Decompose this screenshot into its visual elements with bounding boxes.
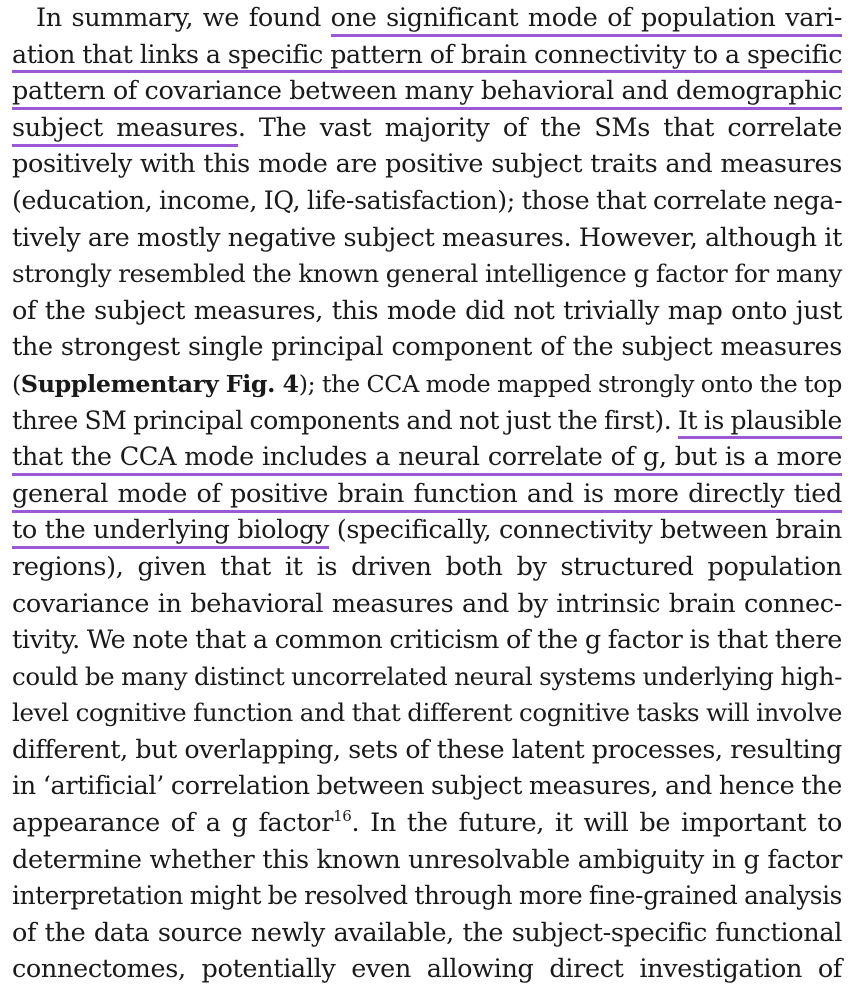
highlighted-text: to the underlying biology (12, 515, 329, 549)
text-span: different, but overlapping, sets of these latent processes, resulting (12, 734, 842, 764)
text-line (12, 366, 842, 403)
text-span: three SM principal components and not just the first). (12, 405, 678, 435)
text-line (12, 329, 842, 366)
text-span: (education, income, IQ, life-satisfaction); those that correlate nega- (12, 185, 843, 215)
figure-reference[interactable]: Supplementary Fig. 4 (20, 369, 299, 398)
paper-page (12, 0, 842, 988)
text-line (12, 842, 842, 879)
text-line (12, 915, 842, 952)
text-span: of the subject measures, this mode did not trivially map onto just (12, 295, 842, 326)
text-line (12, 586, 842, 623)
highlighted-text: It is plausible (678, 406, 842, 439)
text-span: connectomes, potentially even allowing direct investigation of (12, 954, 842, 985)
text-line (12, 659, 842, 696)
highlighted-text: pattern of covariance between many behavioral and demographic (12, 76, 842, 110)
text-span: could be many distinct uncorrelated neural systems underlying high- (12, 661, 842, 691)
text-line (12, 110, 842, 147)
text-line (12, 146, 842, 183)
text-span: interpretation might be resolved through more fine-grained analysis (12, 881, 842, 911)
highlighted-text: ation that links a specific pattern of brain connectivity to a specific (12, 40, 842, 73)
text-line (12, 293, 842, 330)
text-span: covariance in behavioral measures and by intrinsic brain connec- (12, 588, 842, 619)
text-line (12, 37, 842, 74)
text-span: appearance of a g factor (12, 808, 334, 839)
text-span: determine whether this known unresolvable ambiguity in g factor (12, 844, 842, 875)
text-line (12, 0, 842, 37)
text-span: . In the future, it will be important to (351, 808, 842, 839)
text-line (12, 732, 842, 769)
text-line (12, 951, 842, 988)
text-span: ); the CCA mode mapped strongly onto the top (298, 369, 843, 398)
body-paragraph (12, 0, 842, 988)
text-span: of the data source newly available, the subject-specific functional (12, 917, 842, 948)
citation-superscript[interactable]: 16 (333, 807, 352, 826)
text-line (12, 476, 842, 513)
text-line (12, 622, 842, 659)
text-span: positively with this mode are positive subject traits and measures (12, 149, 842, 180)
highlighted-text: that the CCA mode includes a neural correlate of g, but is a more (12, 442, 842, 476)
text-span: strongly resembled the known general intelligence g factor for many (12, 259, 842, 289)
highlighted-text: general mode of positive brain function and is more directly tied (12, 479, 842, 513)
text-line (12, 695, 842, 732)
text-line (12, 256, 842, 293)
text-line (12, 183, 842, 220)
text-span: In summary, we found (36, 3, 331, 33)
text-line (12, 403, 842, 440)
text-line (12, 512, 842, 549)
text-span: regions), given that it is driven both by structured population (12, 551, 842, 582)
text-line (12, 439, 842, 476)
text-span: tively are mostly negative subject measures. However, although it (12, 222, 842, 253)
text-span: ( (12, 369, 21, 398)
text-line (12, 220, 842, 257)
highlighted-text: subject measures (12, 113, 238, 147)
text-span: level cognitive function and that different cognitive tasks will involve (12, 698, 842, 728)
highlighted-text: one significant mode of population vari- (331, 3, 842, 37)
text-span: the strongest single principal component of the subject measures (12, 332, 842, 363)
text-line (12, 768, 842, 805)
text-span: . The vast majority of the SMs that correlate (237, 112, 842, 143)
text-span: in ‘artificial’ correlation between subject measures, and hence the (12, 771, 842, 802)
text-span: tivity. We note that a common criticism of the g factor is that there (12, 625, 842, 656)
text-span: (specifically, connectivity between brain (328, 515, 842, 546)
text-line (12, 878, 842, 915)
text-line (12, 549, 842, 586)
text-line (12, 73, 842, 110)
text-line (12, 805, 842, 842)
